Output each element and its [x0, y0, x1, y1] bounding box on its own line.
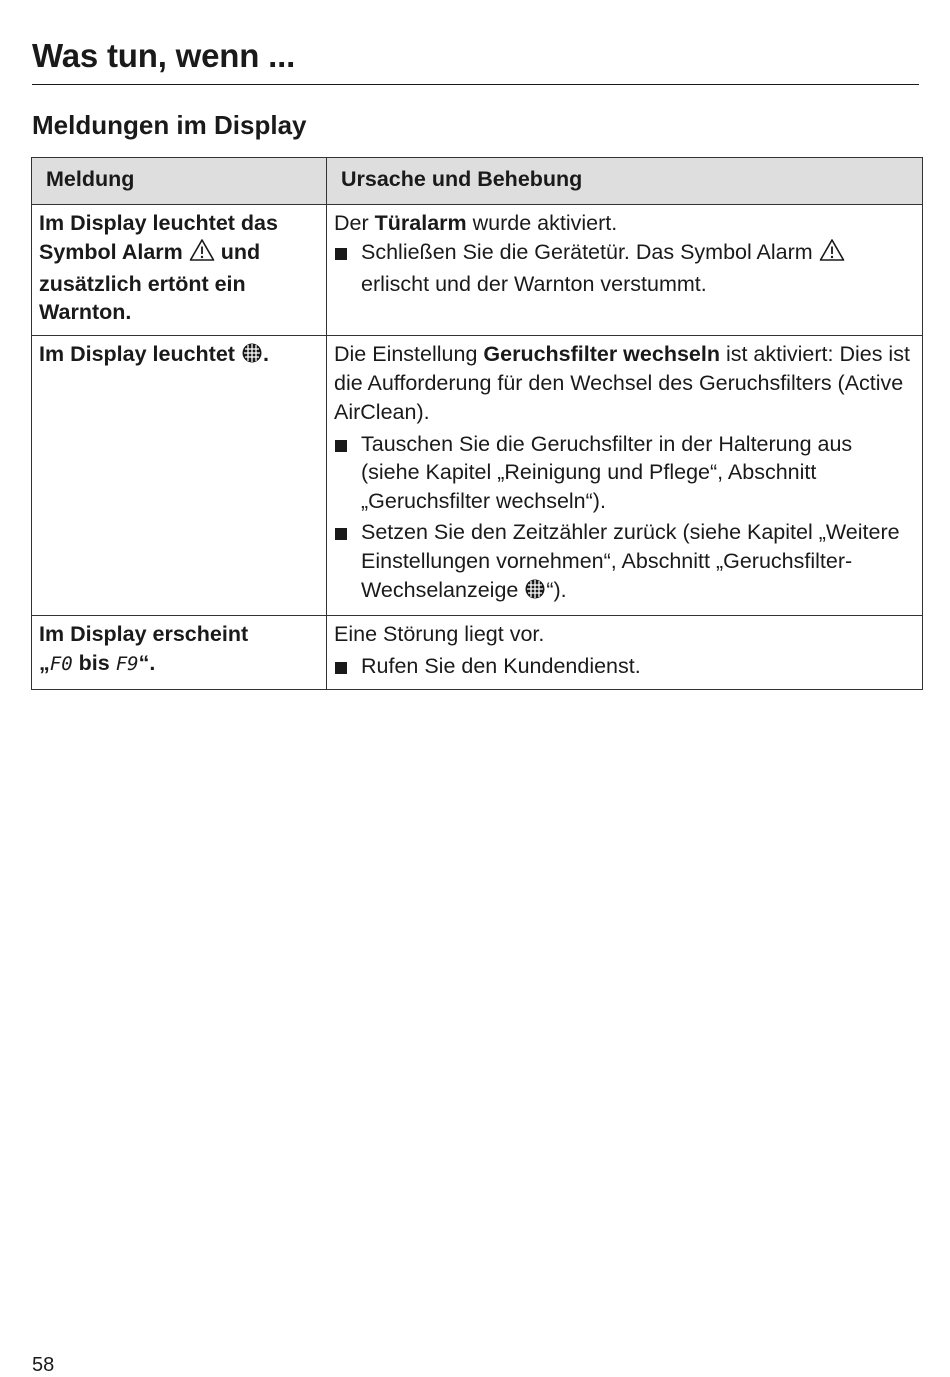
list-item: [334, 518, 914, 607]
cause-text-bold: Geruchsfilter wechseln: [483, 342, 720, 367]
message-text: “.: [138, 651, 156, 676]
section-title: Meldungen im Display: [32, 110, 307, 140]
column-header-cause: Ursache und Behebung: [327, 158, 923, 205]
message-text: „: [39, 651, 50, 676]
message-text: Im Display leuchtet das Symbol Alarm: [39, 211, 278, 264]
table-row: [32, 616, 923, 690]
bullet-text: Rufen Sie den Kundendienst.: [361, 654, 641, 679]
messages-table: [31, 157, 923, 690]
warning-triangle-icon: [819, 238, 845, 270]
bullet-text: Setzen Sie den Zeitzähler zurück (siehe Kapitel „Weitere Einstellungen vornehmen“, Abschnitt „Geruchsfilter-Wechselanzeige: [361, 519, 900, 602]
cause-text-part: Die Einstellung: [334, 342, 484, 367]
column-header-message: Meldung: [32, 158, 327, 205]
message-cell: [32, 616, 327, 690]
error-code: F0: [49, 653, 73, 676]
square-bullet: [334, 518, 361, 546]
cause-cell: [327, 336, 923, 616]
square-bullet: [334, 652, 361, 680]
message-text: bis: [78, 651, 110, 676]
table-row: [32, 205, 923, 336]
message-text: Im Display erscheint: [39, 622, 249, 647]
bullet-text: Tauschen Sie die Geruchsfilter in der Halterung aus (siehe Kapitel „Reinigung und Pflege“, Abschnitt „Geruchsfilter wechseln“).: [361, 431, 853, 514]
page-title: Was tun, wenn ...: [32, 37, 296, 74]
list-item: [334, 238, 914, 299]
title-divider: [32, 84, 919, 85]
cause-cell: [327, 616, 923, 690]
message-text: .: [262, 342, 269, 367]
list-item: [334, 652, 914, 681]
message-text: und zusätzlich ertönt ein Warnton.: [39, 239, 261, 325]
table-header-row: [32, 158, 923, 205]
page-number: 58: [32, 1354, 55, 1376]
cause-text-part: Der: [334, 211, 375, 235]
cause-text: [334, 340, 914, 426]
error-code: F9: [115, 653, 139, 676]
odour-filter-icon: [241, 342, 263, 372]
cause-cell: [327, 205, 923, 336]
square-bullet: [334, 238, 361, 266]
cause-text: [334, 209, 914, 238]
cause-text: Eine Störung liegt vor.: [334, 622, 545, 647]
bullet-text: erlischt und der Warnton verstummt.: [361, 271, 707, 296]
square-bullet: [334, 430, 361, 458]
odour-filter-icon: [524, 578, 546, 608]
bullet-text: Schließen Sie die Gerätetür. Das Symbol Alarm: [361, 239, 813, 264]
message-cell: [32, 205, 327, 336]
table-row: [32, 336, 923, 616]
bullet-text: “).: [546, 577, 567, 602]
message-cell: [32, 336, 327, 616]
cause-text-part: wurde aktiviert.: [466, 211, 618, 235]
message-text: Im Display leuchtet: [39, 342, 235, 367]
cause-text-bold: Türalarm: [374, 211, 467, 235]
list-item: [334, 430, 914, 516]
cause-text-part: ist aktiviert: Dies ist die Aufforderung für den Wechsel des Geruchsfilters (Active AirClean).: [334, 342, 910, 424]
warning-triangle-icon: [189, 238, 215, 270]
